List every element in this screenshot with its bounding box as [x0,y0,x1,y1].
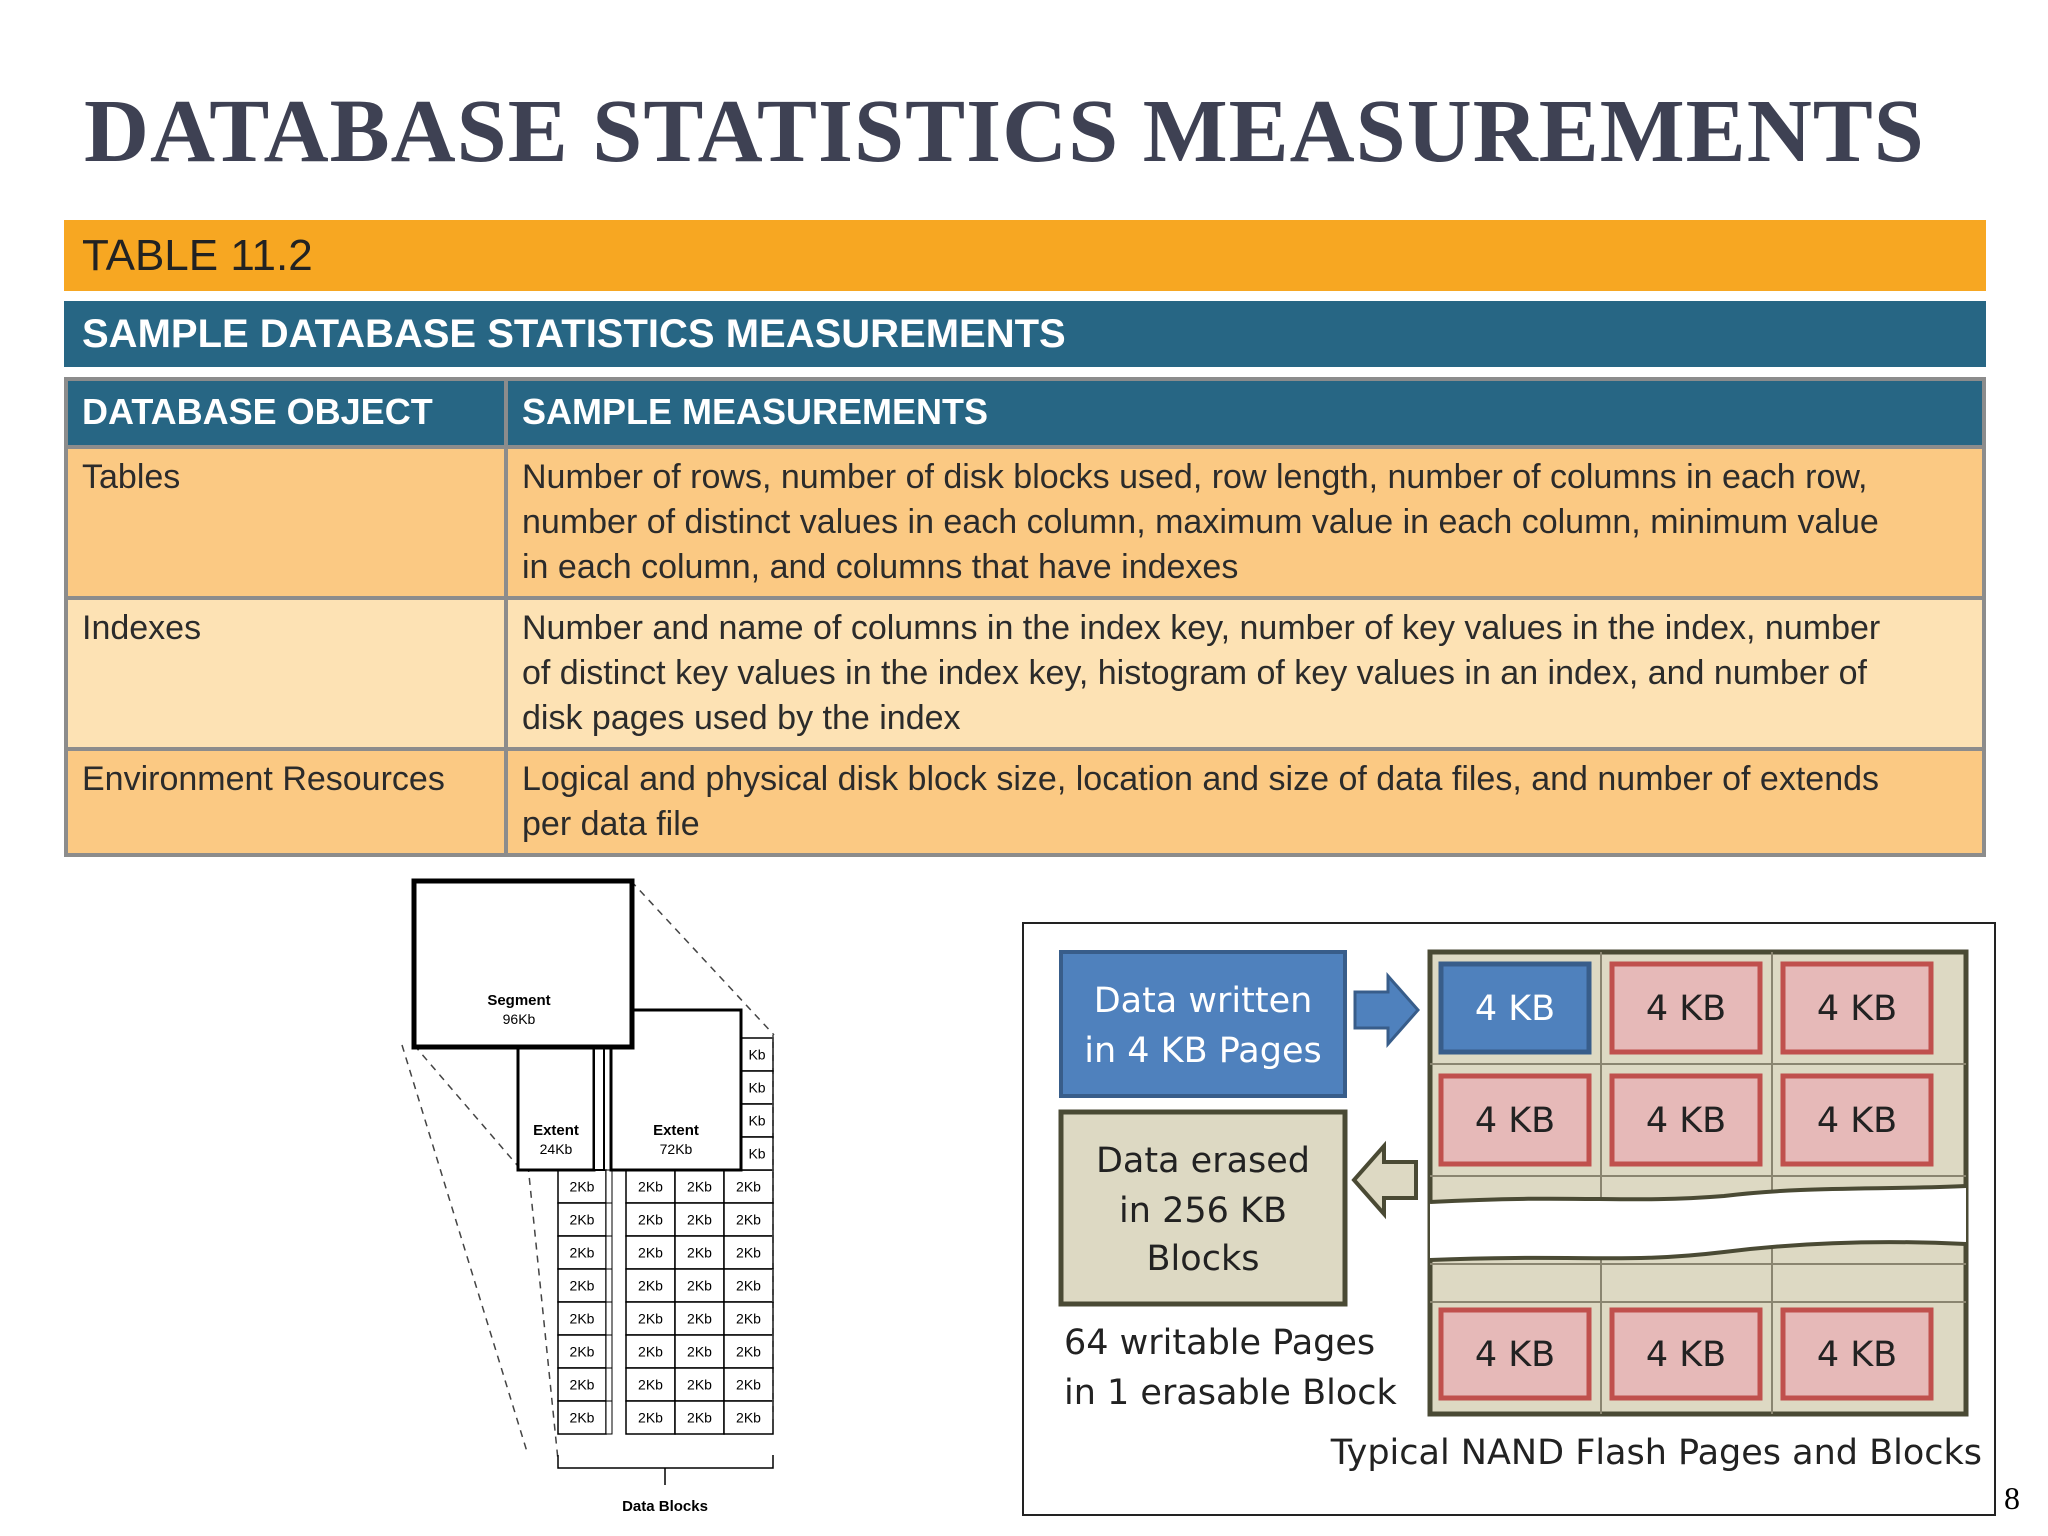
data-block-edge [606,1170,612,1203]
nand-flash-diagram [1022,922,1996,1516]
nand-diagram-svg [1024,924,1994,1514]
data-block-label: 2Kb [736,1409,761,1426]
measurement-line: per data file [522,805,700,843]
page-cell-label: 4 KB [1474,989,1556,1029]
row-measurements [506,447,1984,598]
data-block-label: 2Kb [569,1409,595,1426]
data-block-label: 2Kb [569,1277,595,1294]
page-cell-label: 4 KB [1816,1335,1898,1375]
row-object: Indexes [66,598,506,749]
measurement-line: Number and name of columns in the index key, number of key values in the index, number [522,609,1881,647]
measurement-line: number of distinct values in each column, maximum value in each column, minimum value [522,503,1879,541]
page-cell-label: 4 KB [1474,1335,1556,1375]
extent1-block-grid [558,1170,612,1434]
data-written-line2: in 4 KB Pages [1084,1031,1322,1071]
table-row [66,447,1984,598]
data-block-label: 2Kb [638,1343,663,1360]
data-block-label: 2Kb [736,1178,761,1195]
segment-extent-diagram [400,875,800,1525]
slide-title: DATABASE STATISTICS MEASUREMENTS [84,82,1925,181]
extent1-size: 24Kb [539,1141,573,1157]
pages-per-block-line1: 64 writable Pages [1064,1323,1376,1363]
data-written-line1: Data written [1093,981,1313,1021]
data-block-label: 2Kb [569,1211,595,1228]
data-block-label: 2Kb [736,1211,761,1228]
segment-diagram-svg [400,875,800,1525]
arrow-left-icon [1354,1146,1416,1214]
data-written-box [1061,952,1345,1096]
data-block-label: 2Kb [687,1310,712,1327]
extent2-size: 72Kb [659,1141,693,1157]
data-block-label: 2Kb [687,1244,712,1261]
data-block-label: 2Kb [638,1244,663,1261]
data-block-edge [606,1401,612,1434]
row-object: Environment Resources [66,749,506,855]
data-erased-line2: in 256 KB [1119,1191,1287,1231]
data-block-label: 2Kb [687,1376,712,1393]
data-block-label: 2Kb [687,1343,712,1360]
data-block-label: 2Kb [569,1244,595,1261]
extent1-label: Extent [533,1122,579,1139]
page-cell-label: 4 KB [1645,1335,1727,1375]
page-cell-label: 4 KB [1645,989,1727,1029]
data-block-label: 2Kb [569,1376,595,1393]
data-block-label: Kb [748,1046,766,1063]
table-header-row [66,379,1984,447]
data-block-label: 2Kb [687,1211,712,1228]
data-block-label: 2Kb [687,1409,712,1426]
measurement-line: of distinct key values in the index key, histogram of key values in an index, and number of [522,654,1867,692]
data-block-label: 2Kb [736,1310,761,1327]
data-block-edge [606,1302,612,1335]
header-database-object: DATABASE OBJECT [66,379,506,447]
data-block-label: 2Kb [687,1277,712,1294]
data-block-edge [606,1236,612,1269]
data-erased-line1: Data erased [1095,1141,1311,1181]
data-block-label: 2Kb [638,1376,663,1393]
data-block-label: 2Kb [638,1211,663,1228]
data-block-label: 2Kb [736,1343,761,1360]
data-block-label: 2Kb [638,1310,663,1327]
data-block-label: Kb [748,1112,766,1129]
page-cell-label: 4 KB [1816,1101,1898,1141]
data-block-label: Kb [748,1079,766,1096]
extent1-edge [594,1045,604,1170]
page-cell-label: 4 KB [1474,1101,1556,1141]
data-block-edge [606,1368,612,1401]
measurement-line: Number of rows, number of disk blocks used, row length, number of columns in each row, [522,458,1868,496]
header-sample-measurements: SAMPLE MEASUREMENTS [506,379,1984,447]
data-blocks-bracket [558,1455,773,1468]
row-measurements [506,598,1984,749]
pages-per-block-line2: in 1 erasable Block [1064,1373,1397,1413]
data-block-label: Kb [748,1145,766,1162]
statistics-table [64,377,1986,857]
data-block-label: 2Kb [638,1178,663,1195]
segment-size: 96Kb [502,1011,536,1027]
data-erased-line3: Blocks [1146,1239,1260,1279]
data-block-label: 2Kb [736,1376,761,1393]
data-block-label: 2Kb [736,1244,761,1261]
extent2-block-grid [626,1170,773,1434]
page-cell-label: 4 KB [1645,1101,1727,1141]
row-measurements [506,749,1984,855]
extent2-partial-blocks [741,1038,773,1170]
data-block-edge [606,1203,612,1236]
data-blocks-label: Data Blocks [622,1498,708,1515]
segment-label: Segment [487,992,551,1009]
measurement-line: Logical and physical disk block size, location and size of data files, and number of extends [522,760,1880,798]
table-row [66,749,1984,855]
page-number: 8 [2004,1480,2020,1516]
data-block-label: 2Kb [638,1277,663,1294]
table-caption: SAMPLE DATABASE STATISTICS MEASUREMENTS [64,301,1986,367]
data-block-edge [606,1269,612,1302]
page-cell-label: 4 KB [1816,989,1898,1029]
data-block-edge [606,1335,612,1368]
data-block-label: 2Kb [569,1310,595,1327]
measurement-line: in each column, and columns that have indexes [522,548,1239,586]
data-block-label: 2Kb [736,1277,761,1294]
data-block-label: 2Kb [638,1409,663,1426]
row-object: Tables [66,447,506,598]
table-label: TABLE 11.2 [64,220,1986,291]
table-row [66,598,1984,749]
measurement-line: disk pages used by the index [522,699,961,737]
arrow-right-icon [1355,976,1418,1044]
extent2-label: Extent [653,1122,699,1139]
data-block-label: 2Kb [569,1343,595,1360]
data-block-label: 2Kb [687,1178,712,1195]
data-block-label: 2Kb [569,1178,595,1195]
nand-caption: Typical NAND Flash Pages and Blocks [1330,1433,1982,1473]
